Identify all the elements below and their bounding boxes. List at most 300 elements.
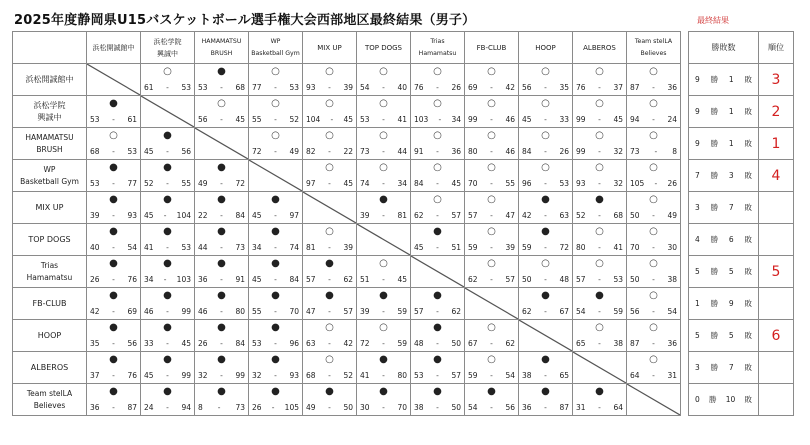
row-team-name	[13, 352, 87, 384]
match-result-cell	[195, 320, 249, 352]
score-for: 36	[522, 403, 532, 412]
match-result-cell	[87, 224, 141, 256]
match-result-cell	[141, 160, 195, 192]
match-result-cell	[87, 96, 141, 128]
wins-count: 7	[695, 171, 700, 180]
score-against: 72	[235, 179, 245, 188]
wins-count: 0	[695, 395, 700, 404]
win-mark: ●	[325, 258, 334, 269]
losses-count: 7	[728, 363, 734, 372]
wins-label: 勝	[710, 75, 719, 84]
match-score	[195, 211, 248, 221]
match-score	[303, 403, 356, 413]
score-for: 99	[468, 115, 478, 124]
score-for: 73	[630, 147, 640, 156]
rank-value	[759, 352, 794, 384]
match-result-cell	[141, 192, 195, 224]
loss-mark: ○	[271, 66, 280, 77]
win-mark: ●	[109, 322, 118, 333]
win-mark: ●	[433, 322, 442, 333]
score-for: 38	[414, 403, 424, 412]
self-match-cell	[357, 224, 411, 256]
match-score	[303, 307, 356, 317]
score-against: 99	[235, 371, 245, 380]
score-against: 53	[289, 83, 299, 92]
row-team-label: Basketball Gym	[20, 176, 79, 186]
rank-value	[759, 288, 794, 320]
match-score	[411, 403, 464, 413]
score-against: 24	[667, 115, 677, 124]
win-mark: ●	[217, 194, 226, 205]
row-team-label: BRUSH	[36, 144, 63, 154]
score-against: 68	[235, 83, 245, 92]
match-score	[141, 371, 194, 381]
score-for: 82	[306, 147, 316, 156]
column-header-label: TOP DOGS	[365, 43, 402, 52]
score-separator: -	[217, 403, 221, 412]
score-separator: -	[544, 307, 547, 316]
score-against: 37	[613, 83, 623, 92]
score-against: 41	[613, 243, 623, 252]
loss-mark: ○	[541, 66, 550, 77]
score-against: 8	[672, 147, 677, 156]
match-result-cell	[87, 320, 141, 352]
match-score	[141, 403, 194, 413]
score-for: 80	[468, 147, 478, 156]
score-against: 38	[613, 339, 623, 348]
match-result-cell	[303, 224, 357, 256]
score-separator: -	[274, 147, 277, 156]
score-for: 45	[522, 115, 532, 124]
match-result-cell	[249, 352, 303, 384]
score-for: 32	[252, 371, 262, 380]
row-team-name	[13, 384, 87, 416]
loss-mark: ○	[487, 194, 496, 205]
match-score	[465, 211, 518, 221]
match-score	[519, 211, 572, 221]
score-against: 93	[127, 211, 137, 220]
match-result-cell	[573, 256, 627, 288]
match-score	[195, 83, 248, 93]
win-mark: ●	[163, 194, 172, 205]
match-result-cell	[195, 256, 249, 288]
match-result-cell	[87, 256, 141, 288]
win-mark: ●	[109, 354, 118, 365]
loss-mark: ○	[595, 258, 604, 269]
score-against: 74	[289, 243, 299, 252]
loss-mark: ○	[487, 322, 496, 333]
match-result-cell	[303, 256, 357, 288]
win-mark: ●	[163, 386, 172, 397]
score-against: 46	[505, 115, 515, 124]
score-for: 52	[576, 211, 586, 220]
match-result-cell	[87, 160, 141, 192]
match-result-cell	[303, 96, 357, 128]
win-mark: ●	[379, 386, 388, 397]
row-team-label: Believes	[33, 400, 66, 410]
score-for: 84	[414, 179, 424, 188]
match-result-cell	[141, 320, 195, 352]
match-score	[249, 115, 302, 125]
score-for: 96	[522, 179, 532, 188]
match-result-cell	[195, 384, 249, 416]
match-score	[303, 371, 356, 381]
score-separator: -	[438, 115, 442, 124]
row-team-name	[13, 128, 87, 160]
win-mark: ●	[163, 130, 172, 141]
score-against: 62	[505, 339, 515, 348]
score-against: 54	[505, 371, 515, 380]
win-mark: ●	[541, 194, 550, 205]
score-against: 73	[235, 243, 245, 252]
score-separator: -	[382, 275, 385, 284]
score-for: 73	[360, 147, 370, 156]
score-separator: -	[328, 83, 331, 92]
win-mark: ●	[379, 290, 388, 301]
score-against: 39	[505, 243, 515, 252]
score-against: 62	[451, 307, 461, 316]
score-for: 53	[360, 115, 370, 124]
team-row	[13, 384, 794, 416]
score-for: 24	[144, 403, 154, 412]
loss-mark: ○	[487, 98, 496, 109]
score-for: 81	[306, 243, 316, 252]
losses-label: 敗	[744, 299, 752, 308]
score-separator: -	[328, 147, 331, 156]
match-result-cell	[87, 384, 141, 416]
match-score	[303, 83, 356, 93]
win-mark: ●	[271, 194, 280, 205]
score-against: 33	[559, 115, 569, 124]
score-separator: -	[490, 275, 493, 284]
match-result-cell	[357, 352, 411, 384]
match-score	[141, 147, 194, 157]
score-separator: -	[382, 211, 385, 220]
score-separator: -	[382, 83, 385, 92]
score-for: 91	[414, 147, 424, 156]
match-result-cell	[195, 192, 249, 224]
match-result-cell	[303, 288, 357, 320]
score-for: 72	[252, 147, 262, 156]
score-against: 26	[667, 179, 677, 188]
column-header-team	[573, 32, 627, 64]
win-mark: ●	[163, 354, 172, 365]
spacer-cell	[681, 384, 689, 416]
match-score	[87, 403, 140, 413]
wins-count: 3	[695, 363, 700, 372]
score-against: 69	[127, 307, 137, 316]
score-for: 104	[306, 115, 321, 124]
loss-mark: ○	[379, 66, 388, 77]
match-score	[519, 403, 572, 413]
match-result-cell	[573, 64, 627, 96]
match-score	[249, 403, 302, 413]
match-result-cell	[195, 224, 249, 256]
match-score	[465, 275, 518, 285]
match-result-cell	[249, 224, 303, 256]
score-separator: -	[382, 371, 385, 380]
rank-value	[759, 192, 794, 224]
score-for: 45	[144, 371, 154, 380]
score-for: 54	[360, 83, 370, 92]
score-against: 63	[559, 211, 569, 220]
win-mark: ●	[109, 386, 118, 397]
match-score	[141, 179, 194, 189]
match-score	[627, 339, 680, 349]
spacer-cell	[681, 352, 689, 384]
score-separator: -	[382, 339, 385, 348]
score-for: 62	[414, 211, 424, 220]
match-result-cell	[357, 160, 411, 192]
losses-label: 敗	[744, 203, 752, 212]
score-separator: -	[271, 403, 275, 412]
match-score	[195, 339, 248, 349]
match-result-cell	[249, 64, 303, 96]
score-against: 42	[343, 339, 353, 348]
score-against: 99	[181, 307, 191, 316]
match-score	[627, 211, 680, 221]
match-result-cell	[573, 224, 627, 256]
score-against: 99	[181, 371, 191, 380]
score-separator: -	[328, 243, 331, 252]
score-separator: -	[274, 243, 277, 252]
losses-label: 敗	[744, 139, 752, 148]
score-for: 56	[522, 83, 532, 92]
team-row	[13, 288, 794, 320]
score-against: 50	[343, 403, 353, 412]
loss-mark: ○	[109, 130, 118, 141]
column-header-label: Believes	[640, 49, 667, 57]
score-separator: -	[274, 115, 277, 124]
score-separator: -	[598, 83, 601, 92]
match-score	[627, 243, 680, 253]
score-for: 53	[198, 83, 208, 92]
score-for: 45	[252, 275, 262, 284]
score-separator: -	[112, 403, 115, 412]
score-for: 26	[252, 403, 262, 412]
match-score	[195, 275, 248, 285]
loss-mark: ○	[325, 354, 334, 365]
score-for: 105	[630, 179, 645, 188]
loss-mark: ○	[325, 130, 334, 141]
score-separator: -	[544, 179, 547, 188]
win-mark: ●	[163, 322, 172, 333]
score-for: 45	[144, 147, 154, 156]
column-header-label: Trias	[430, 37, 445, 45]
match-score	[411, 83, 464, 93]
match-score	[627, 179, 680, 189]
match-score	[195, 403, 248, 413]
score-against: 56	[505, 403, 515, 412]
score-separator: -	[382, 403, 385, 412]
score-against: 26	[451, 83, 461, 92]
rank-value	[759, 384, 794, 416]
score-against: 67	[559, 307, 569, 316]
score-for: 39	[360, 307, 370, 316]
self-match-cell	[141, 96, 195, 128]
score-for: 61	[144, 83, 154, 92]
score-separator: -	[328, 179, 331, 188]
score-against: 76	[127, 371, 137, 380]
win-mark: ●	[379, 194, 388, 205]
losses-label: 敗	[744, 267, 752, 276]
wins-count: 9	[695, 75, 700, 84]
loss-mark: ○	[379, 322, 388, 333]
match-result-cell	[249, 256, 303, 288]
column-header-label: MIX UP	[317, 43, 342, 52]
match-score	[303, 115, 356, 125]
score-separator: -	[330, 115, 334, 124]
row-team-label: Hamamatsu	[26, 272, 73, 282]
score-against: 30	[667, 243, 677, 252]
score-separator: -	[382, 307, 385, 316]
loss-mark: ○	[379, 258, 388, 269]
score-separator: -	[328, 275, 331, 284]
match-score	[465, 339, 518, 349]
match-score	[87, 275, 140, 285]
match-result-cell	[303, 384, 357, 416]
match-score	[627, 83, 680, 93]
score-for: 67	[468, 339, 478, 348]
match-score	[87, 371, 140, 381]
score-against: 72	[559, 243, 569, 252]
match-result-cell	[303, 64, 357, 96]
score-separator: -	[598, 179, 601, 188]
loss-mark: ○	[379, 130, 388, 141]
spacer-cell	[681, 192, 689, 224]
score-for: 46	[144, 307, 154, 316]
score-against: 53	[613, 275, 623, 284]
match-result-cell	[303, 320, 357, 352]
column-header-label: Team stelLA	[634, 37, 673, 45]
score-against: 55	[181, 179, 191, 188]
score-against: 84	[235, 211, 245, 220]
column-header-team	[249, 32, 303, 64]
score-separator: -	[490, 83, 493, 92]
match-result-cell	[411, 288, 465, 320]
match-result-cell	[249, 128, 303, 160]
match-result-cell	[357, 288, 411, 320]
losses-count: 3	[728, 171, 734, 180]
win-mark: ●	[217, 386, 226, 397]
score-for: 62	[468, 275, 478, 284]
wins-label: 勝	[710, 331, 719, 340]
match-result-cell	[411, 320, 465, 352]
score-separator: -	[163, 211, 167, 220]
score-against: 57	[451, 211, 461, 220]
column-header-team	[627, 32, 681, 64]
column-header-team	[87, 32, 141, 64]
match-result-cell	[519, 96, 573, 128]
loss-mark: ○	[217, 98, 226, 109]
match-score	[141, 307, 194, 317]
match-score	[87, 307, 140, 317]
match-score	[195, 179, 248, 189]
loss-mark: ○	[649, 194, 658, 205]
match-result-cell	[465, 160, 519, 192]
loss-mark: ○	[487, 162, 496, 173]
score-against: 59	[397, 339, 407, 348]
match-score	[411, 339, 464, 349]
rank-header: 順位	[759, 32, 794, 64]
win-mark: ●	[109, 162, 118, 173]
wins-count: 9	[695, 107, 700, 116]
score-against: 87	[127, 403, 137, 412]
losses-label: 敗	[744, 395, 752, 404]
wins-count: 5	[695, 267, 700, 276]
match-score	[411, 147, 464, 157]
score-against: 91	[235, 275, 245, 284]
match-score	[519, 243, 572, 253]
rank-value: 2	[759, 96, 794, 128]
win-mark: ●	[217, 162, 226, 173]
match-score	[141, 211, 194, 221]
score-against: 41	[397, 115, 407, 124]
match-score	[195, 307, 248, 317]
match-result-cell	[411, 64, 465, 96]
score-separator: -	[490, 243, 493, 252]
row-team-name	[13, 288, 87, 320]
score-for: 42	[522, 211, 532, 220]
score-against: 56	[181, 147, 191, 156]
score-against: 46	[505, 147, 515, 156]
rank-value: 1	[759, 128, 794, 160]
score-against: 52	[289, 115, 299, 124]
match-score	[573, 115, 626, 125]
match-score	[249, 83, 302, 93]
match-score	[357, 179, 410, 189]
score-for: 42	[90, 307, 100, 316]
score-against: 49	[667, 211, 677, 220]
match-result-cell	[627, 160, 681, 192]
match-score	[87, 179, 140, 189]
wins-label: 勝	[710, 235, 719, 244]
score-against: 104	[176, 211, 191, 220]
match-result-cell	[411, 384, 465, 416]
match-result-cell	[87, 288, 141, 320]
match-result-cell	[519, 192, 573, 224]
score-against: 22	[343, 147, 353, 156]
column-header-label: HOOP	[535, 43, 556, 52]
score-separator: -	[328, 339, 331, 348]
score-for: 70	[468, 179, 478, 188]
match-score	[465, 371, 518, 381]
score-against: 42	[505, 83, 515, 92]
spacer-cell	[681, 320, 689, 352]
loss-mark: ○	[433, 66, 442, 77]
score-separator: -	[166, 243, 169, 252]
match-result-cell	[627, 352, 681, 384]
match-score	[573, 243, 626, 253]
match-score	[411, 115, 464, 125]
score-for: 93	[576, 179, 586, 188]
match-score	[519, 275, 572, 285]
win-mark: ●	[109, 194, 118, 205]
match-result-cell	[249, 384, 303, 416]
loss-mark: ○	[595, 66, 604, 77]
column-header-label: HAMAMATSU	[201, 37, 242, 45]
win-mark: ●	[541, 226, 550, 237]
score-separator: -	[436, 339, 439, 348]
score-for: 57	[468, 211, 478, 220]
win-mark: ●	[325, 386, 334, 397]
score-against: 62	[343, 275, 353, 284]
loss-mark: ○	[433, 194, 442, 205]
match-result-cell	[519, 256, 573, 288]
score-separator: -	[112, 179, 115, 188]
score-against: 45	[235, 115, 245, 124]
score-separator: -	[598, 403, 601, 412]
